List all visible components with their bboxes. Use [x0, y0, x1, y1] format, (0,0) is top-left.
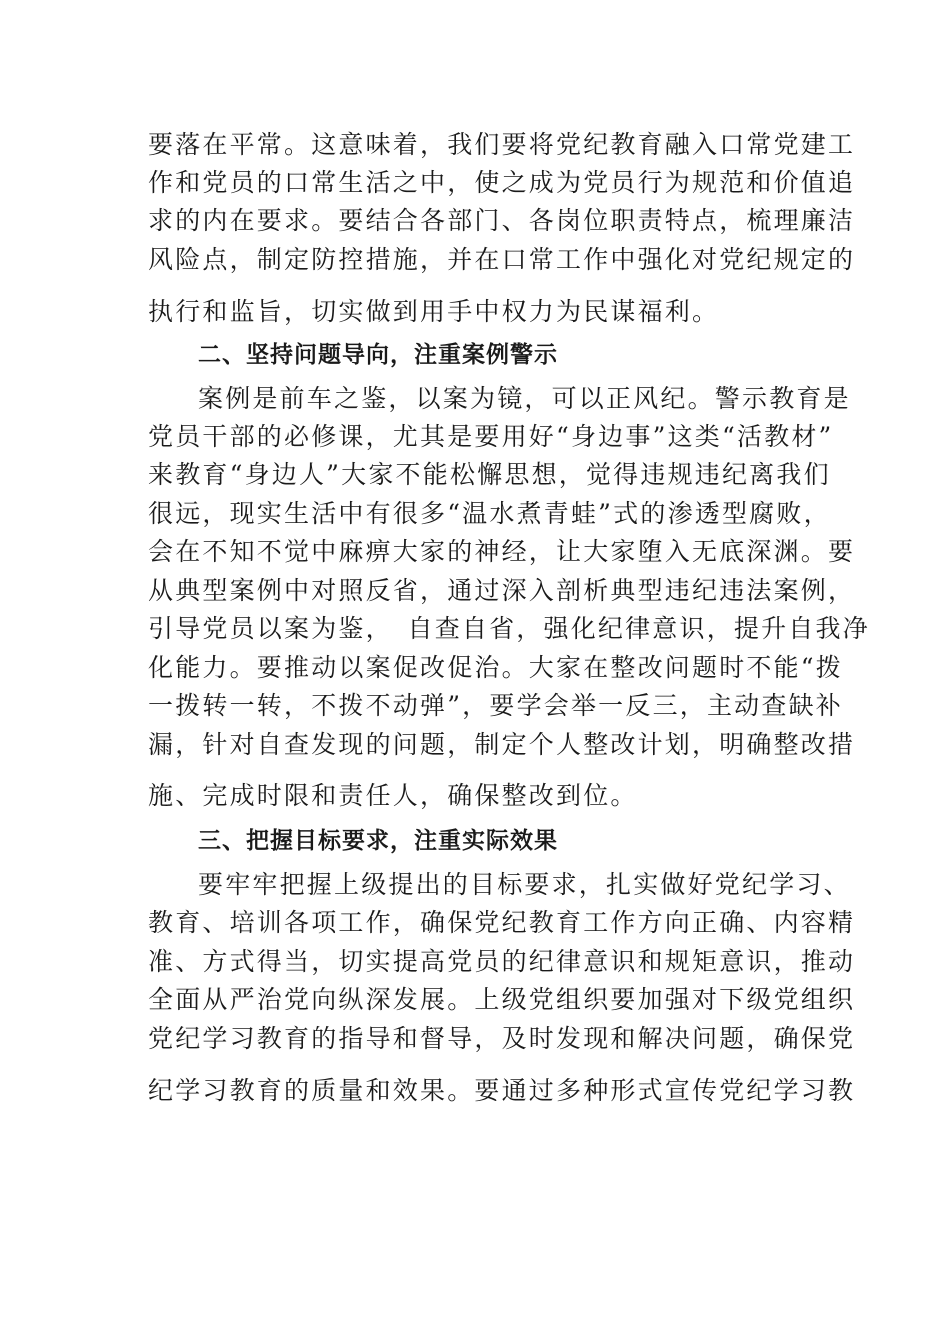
paragraph-line: 要牢牢把握上级提出的目标要求，扎实做好党纪学习、	[198, 870, 851, 899]
paragraph-line: 会在不知不觉中麻痹大家的神经，让大家堕入无底深渊。要	[148, 537, 856, 566]
paragraph-line: 纪学习教育的质量和效果。要通过多种形式宣传党纪学习教	[148, 1076, 856, 1105]
paragraph-line: 教育、培训各项工作，确保党纪教育工作方向正确、内容精	[148, 908, 856, 937]
paragraph-line: 党员干部的必修课，尤其是要用好“身边事”这类“活教材”	[148, 422, 834, 451]
paragraph-line: 执行和监旨，切实做到用手中权力为民谋福利。	[148, 297, 720, 326]
paragraph-line: 作和党员的口常生活之中，使之成为党员行为规范和价值追	[148, 168, 856, 197]
section-heading-2: 二、坚持问题导向，注重案例警示	[198, 342, 558, 368]
paragraph-line: 来教育“身边人”大家不能松懈思想，觉得违规违纪离我们	[148, 460, 831, 489]
paragraph-line: 一拨转一转，不拨不动弹”，要学会举一反三，主动查缺补	[148, 691, 843, 720]
paragraph-line: 从典型案例中对照反省，通过深入剖析典型违纪违法案例，	[148, 576, 856, 605]
paragraph-line: 引导党员以案为鉴， 自查自省，强化纪律意识，提升自我净	[148, 614, 870, 643]
paragraph-line: 求的内在要求。要结合各部门、各岗位职责特点，梳理廉洁	[148, 206, 856, 235]
paragraph-line: 风险点，制定防控措施，并在口常工作中强化对党纪规定的	[148, 245, 856, 274]
paragraph-line: 施、完成时限和责任人，确保整改到位。	[148, 781, 638, 810]
paragraph-line: 要落在平常。这意味着，我们要将党纪教育融入口常党建工	[148, 130, 856, 159]
paragraph-line: 漏，针对自查发现的问题，制定个人整改计划，明确整改措	[148, 730, 856, 759]
paragraph-line: 党纪学习教育的指导和督导，及时发现和解决问题，确保党	[148, 1024, 856, 1053]
paragraph-line: 全面从严治党向纵深发展。上级党组织要加强对下级党组织	[148, 985, 856, 1014]
paragraph-line: 准、方式得当，切实提高党员的纪律意识和规矩意识，推动	[148, 947, 856, 976]
section-heading-3: 三、把握目标要求，注重实际效果	[198, 828, 558, 854]
paragraph-line: 很远，现实生活中有很多“温水煮青蛙”式的渗透型腐败，	[148, 499, 831, 528]
paragraph-line: 案例是前车之鉴，以案为镜，可以正风纪。警示教育是	[198, 384, 851, 413]
paragraph-line: 化能力。要推动以案促改促治。大家在整改问题时不能“拨	[148, 653, 843, 682]
